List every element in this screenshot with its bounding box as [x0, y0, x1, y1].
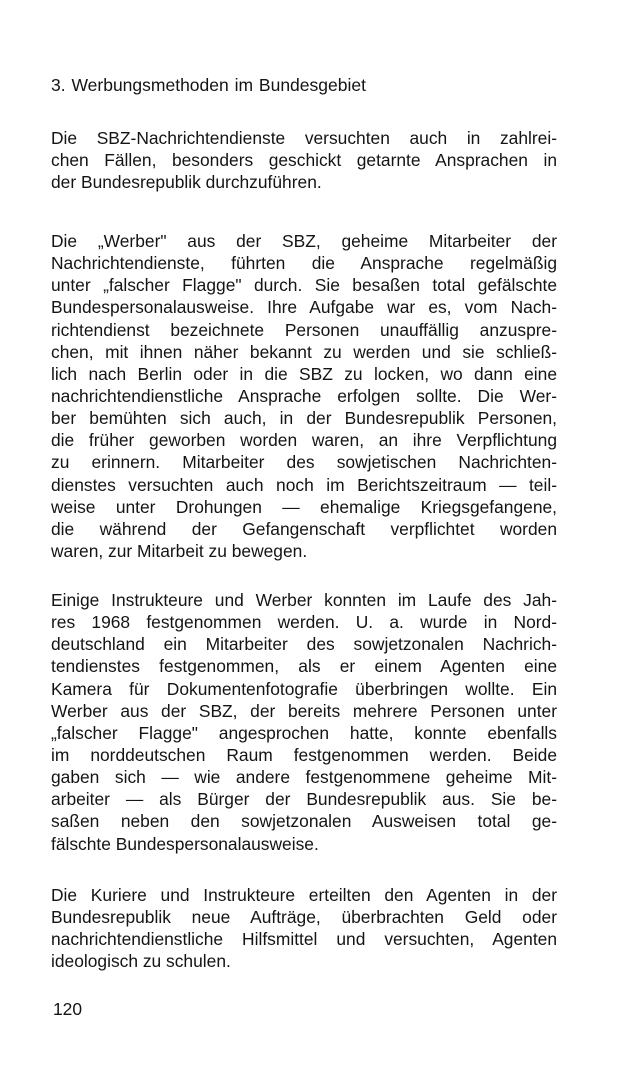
text-line: chen, mit ihnen näher bekannt zu werden und sie schließ-	[51, 341, 557, 362]
text-line: deutschland ein Mitarbeiter des sowjetzonalen Nachrich-	[51, 634, 557, 655]
text-line: Die SBZ-Nachrichtendienste versuchten auch in zahlrei-	[51, 128, 557, 148]
text-line: richtendienst bezeichnete Personen unauffällig anzuspre-	[51, 319, 557, 340]
text-line: ideologisch zu schulen.	[51, 951, 231, 972]
text-line: Die Kuriere und Instrukteure erteilten den Agenten in der	[51, 885, 557, 905]
text-line: im norddeutschen Raum festgenommen werden. Beide	[51, 744, 557, 765]
text-line: Werber aus der SBZ, der bereits mehrere Personen unter	[51, 700, 557, 721]
text-line: arbeiter — als Bürger der Bundesrepublik aus. Sie be-	[51, 789, 557, 810]
text-line: Einige Instrukteure und Werber konnten im Laufe des Jah-	[51, 590, 557, 610]
text-line: fälschte Bundespersonalausweise.	[51, 833, 319, 854]
text-line: Kamera für Dokumentenfotografie überbringen wollte. Ein	[51, 678, 557, 699]
text-line: Die „Werber" aus der SBZ, geheime Mitarbeiter der	[51, 231, 557, 251]
paragraph-2	[51, 230, 557, 562]
text-line: gaben sich — wie andere festgenommene geheime Mit-	[51, 767, 557, 788]
paragraph-4	[51, 884, 557, 973]
text-line: res 1968 festgenommen werden. U. a. wurde in Nord-	[51, 612, 557, 633]
section-heading: 3. Werbungsmethoden im Bundesgebiet	[51, 75, 366, 95]
text-line: tendienstes festgenommen, als er einem Agenten eine	[51, 656, 557, 677]
text-line: saßen neben den sowjetzonalen Ausweisen total ge-	[51, 811, 557, 832]
text-line: weise unter Drohungen — ehemalige Kriegsgefangene,	[51, 496, 557, 517]
paragraph-1	[51, 127, 557, 193]
text-line: zu erinnern. Mitarbeiter des sowjetischen Nachrichten-	[51, 452, 557, 473]
text-line: Bundespersonalausweise. Ihre Aufgabe war es, vom Nach-	[51, 297, 557, 318]
text-line: der Bundesrepublik durchzuführen.	[51, 172, 322, 193]
text-line: die während der Gefangenschaft verpflichtet worden	[51, 518, 557, 539]
text-line: Bundesrepublik neue Aufträge, überbrachten Geld oder	[51, 907, 557, 928]
text-line: lich nach Berlin oder in die SBZ zu locken, wo dann eine	[51, 363, 557, 384]
text-line: Nachrichtendienste, führten die Ansprache regelmäßig	[51, 253, 557, 274]
text-line: dienstes versuchten auch noch im Berichtszeitraum — teil-	[51, 474, 557, 495]
text-line: „falscher Flagge" angesprochen hatte, konnte ebenfalls	[51, 722, 557, 743]
text-line: unter „falscher Flagge" durch. Sie besaßen total gefälschte	[51, 275, 557, 296]
text-line: waren, zur Mitarbeit zu bewegen.	[51, 540, 308, 561]
text-line: nachrichtendienstliche Hilfsmittel und versuchten, Agenten	[51, 929, 557, 950]
text-line: nachrichtendienstliche Ansprache erfolgen sollte. Die Wer-	[51, 385, 557, 406]
paragraph-3	[51, 589, 557, 855]
text-line: chen Fällen, besonders geschickt getarnte Ansprachen in	[51, 150, 557, 171]
page-number: 120	[53, 999, 83, 1019]
text-line: die früher geworben worden waren, an ihre Verpflichtung	[51, 430, 557, 451]
text-line: ber bemühten sich auch, in der Bundesrepublik Personen,	[51, 408, 557, 429]
